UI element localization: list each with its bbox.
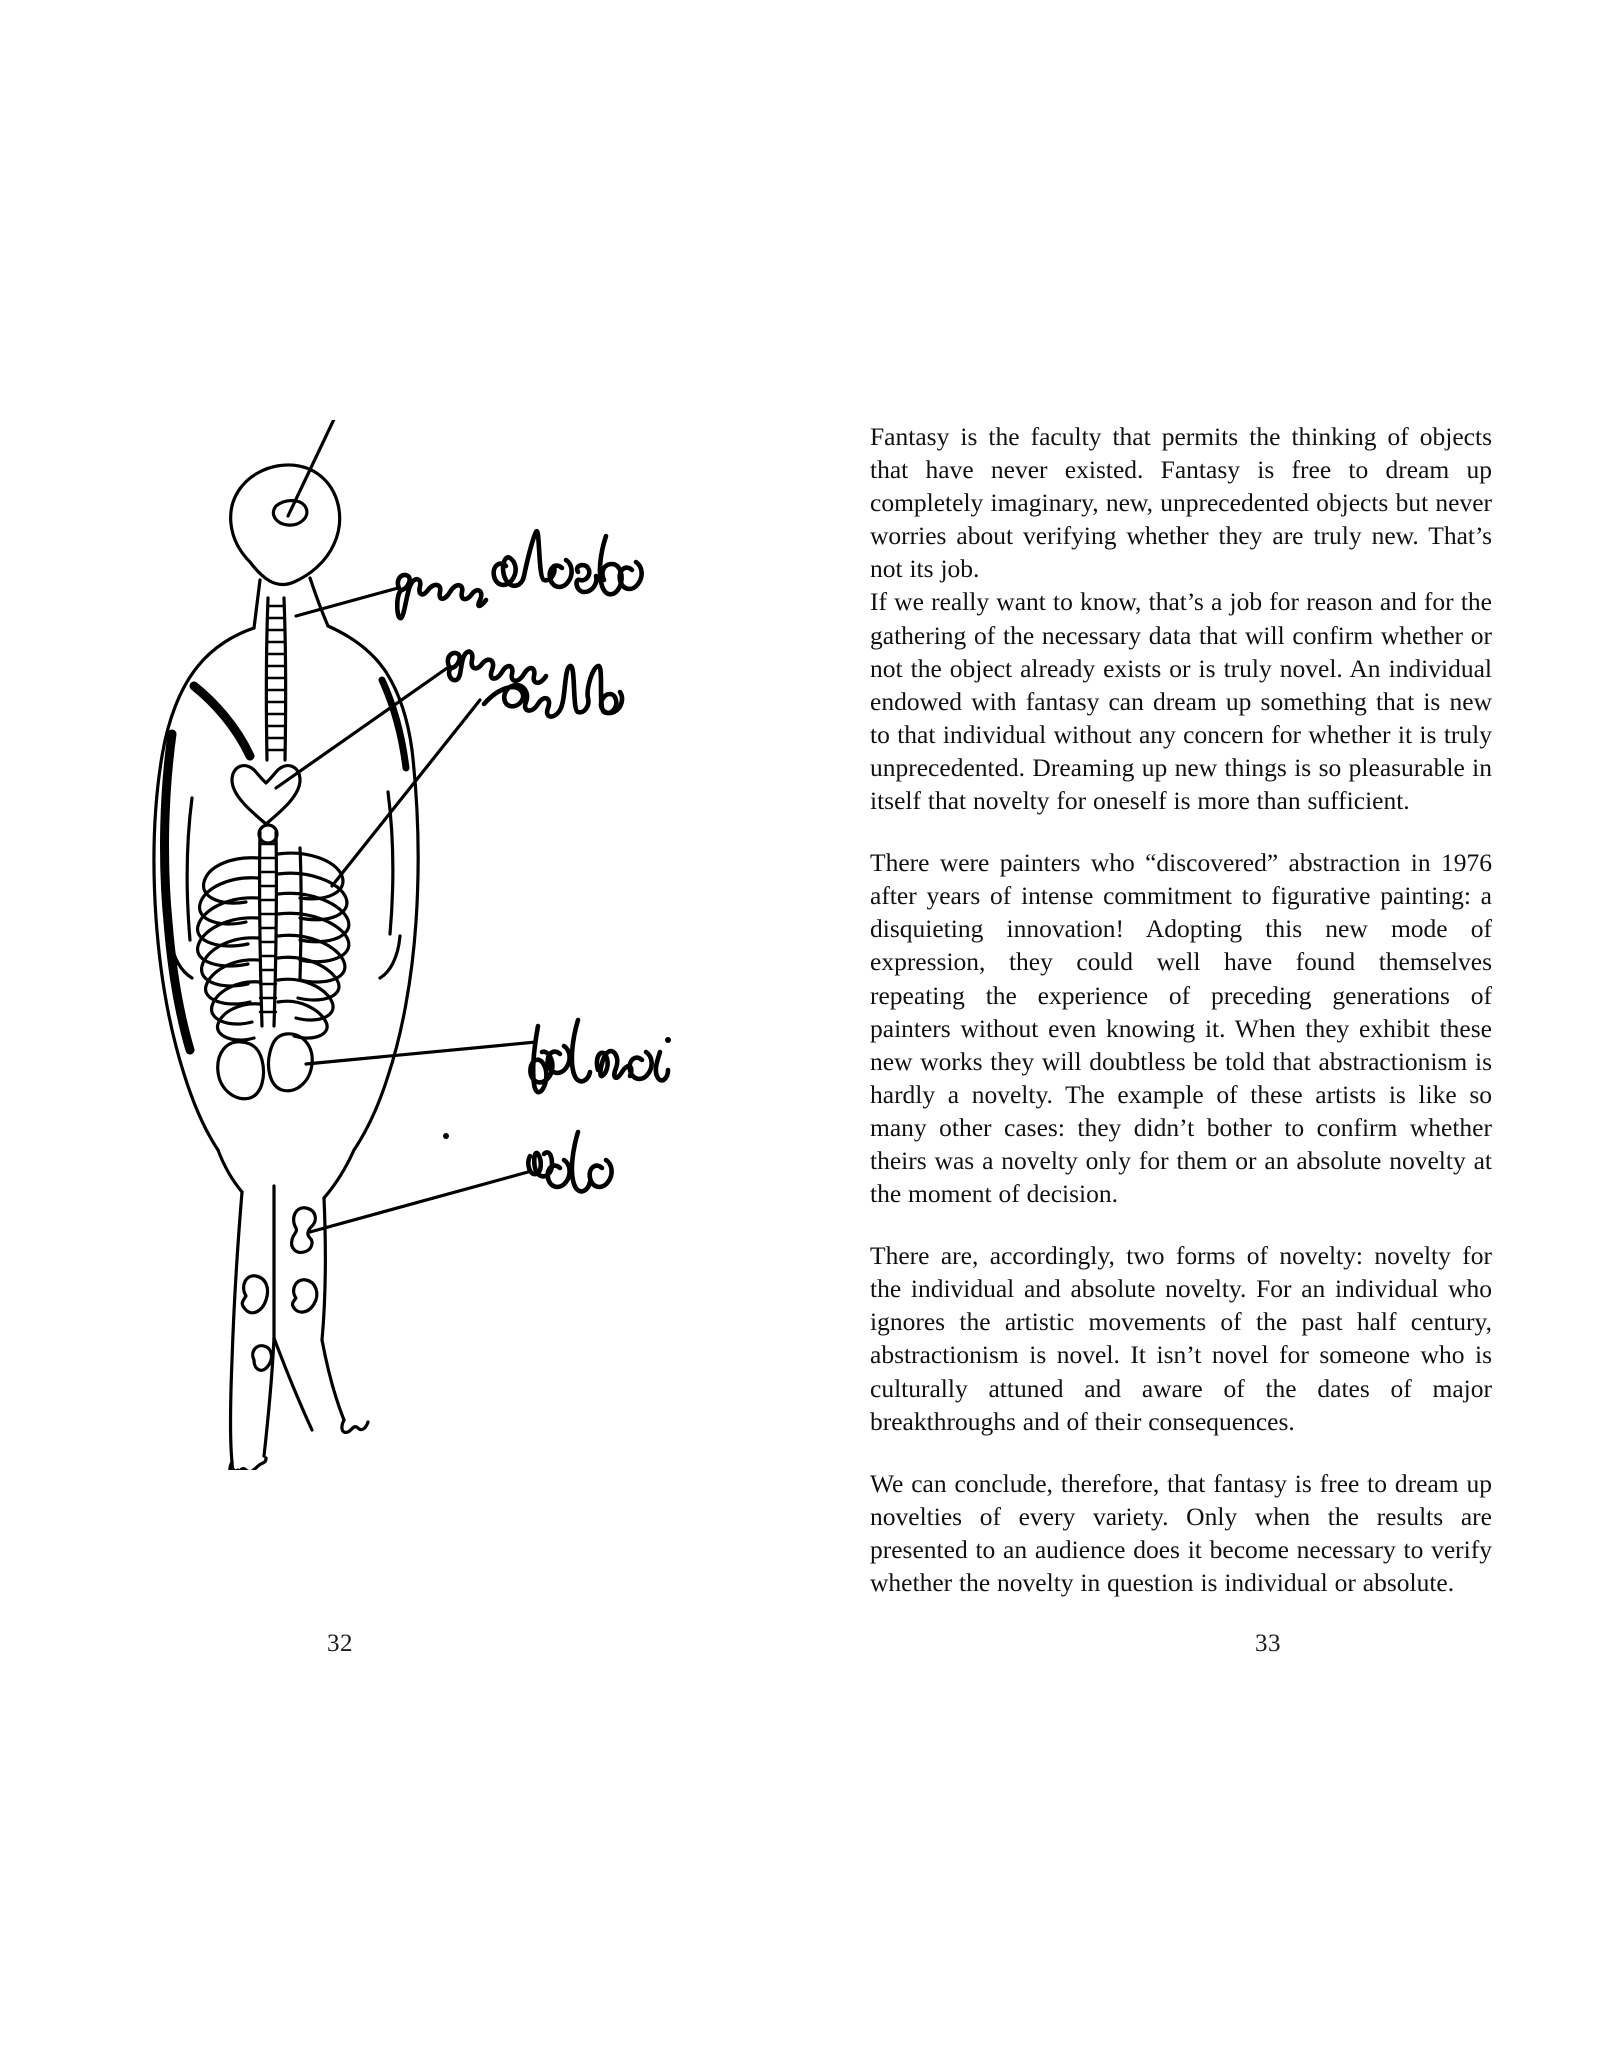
clavicle-accent-right [382, 680, 406, 768]
anatomy-drawing-svg [150, 420, 790, 1470]
label-polmoni [530, 1020, 671, 1097]
hip-left [218, 1150, 242, 1192]
leg-left-outer [231, 1192, 243, 1462]
lung-left [218, 1042, 264, 1099]
leader-line-polmoni [306, 1042, 536, 1064]
spine-rungs-upper [267, 606, 285, 750]
leg-right-inner [274, 1338, 312, 1430]
vein-blob-right [293, 1280, 317, 1312]
sternum-bar [300, 848, 301, 980]
label-vene [528, 1132, 611, 1201]
leader-line-vene [310, 1172, 528, 1232]
paragraph-4: There are, accordingly, two forms of novelty: novelty for the individual and absolute novelty. For an individual who ignores the artistic movements of the past half century, abstractionism is novel. It isn’t novel for someone who is culturally attuned and aware of the dates of major breakthroughs and of their consequences. [870, 1241, 1492, 1436]
foot-left [230, 1458, 266, 1470]
leg-right-outer [322, 1198, 325, 1340]
neck-left [254, 580, 260, 628]
body-text-column [870, 420, 1492, 1599]
label-costole [484, 666, 622, 721]
paragraph-1: Fantasy is the faculty that permits the thinking of objects that have never existed. Fantasy is free to dream up completely imaginary, new, unprecedented objects but never worries about verifying whether they are truly new. That’s not its job. [870, 422, 1492, 584]
paragraph-2: If we really want to know, that’s a job for reason and for the gathering of the necessary data that will confirm whether or not the object already exists or is truly novel. An individual endowed with fantasy can dream up something that is new to that individual without any concern for whether it is truly unprecedented. Dreaming up new things is so pleasurable in itself that novelty for oneself is more than sufficient. [870, 587, 1492, 816]
lung-right [269, 1034, 313, 1091]
page-number-32: 32 [327, 1630, 353, 1657]
foot-right [342, 1420, 368, 1432]
page-number-right-container [860, 1630, 1600, 1658]
label-cuore [448, 652, 546, 687]
spine-top-knob [259, 825, 277, 843]
arm-right-hand [380, 936, 400, 978]
vein-blob-left-small [253, 1346, 272, 1371]
arm-inner-left [187, 798, 192, 940]
neck-right [310, 578, 328, 626]
lower-leg-right-outer [322, 1340, 344, 1420]
ribs-left [198, 858, 260, 1040]
leader-line-spina [296, 588, 398, 616]
stray-ink-dot [443, 1133, 449, 1139]
torso-right-outline [354, 750, 418, 1150]
anatomical-figure-illustration [150, 420, 790, 1470]
right-page [860, 0, 1600, 2048]
paragraph-5: We can conclude, therefore, that fantasy is free to dream up novelties of every variety. Only when the results are presented to an audience does it become necessary to verify whether the novelty in question is individual or absolute. [870, 1468, 1492, 1597]
paragraph-3: There were painters who “discovered” abstraction in 1976 after years of intense commitment to figurative painting: a disquieting innovation! Adopting this new mode of expression, they could well have found themselves repeating the experience of preceding generations of painters without even knowing it. When they exhibit these new works they will doubtless be told that abstractionism is hardly a novelty. The example of these artists is like so many other cases: they didn’t bother to confirm whether theirs was a novelty only for them or an absolute novelty at the moment of decision. [870, 848, 1492, 1209]
clavicle-accent-left [194, 686, 250, 756]
page-number-33: 33 [1255, 1630, 1281, 1657]
page-number-left-container [0, 1630, 860, 1658]
hip-right [324, 1150, 354, 1198]
leader-line-costole [332, 700, 480, 886]
label-spina-dorsale [397, 531, 641, 621]
vein-blob-left-large [242, 1276, 267, 1313]
heart-shape [232, 766, 300, 824]
ribs-right [278, 853, 349, 1038]
